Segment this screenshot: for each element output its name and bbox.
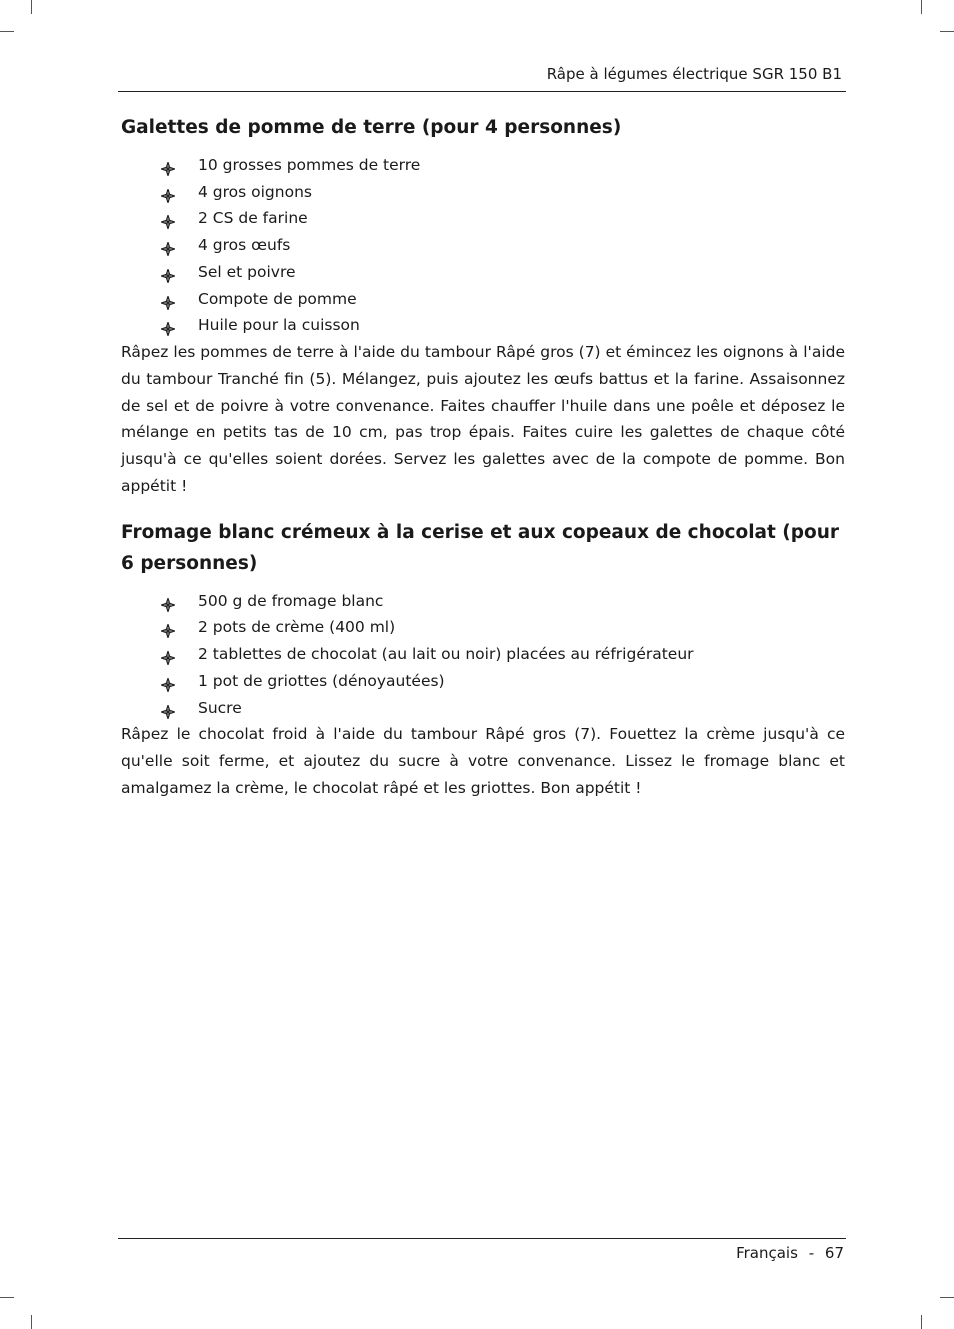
- diamond-bullet-icon: [161, 185, 175, 199]
- crop-mark: [0, 31, 14, 32]
- crop-mark: [921, 0, 922, 14]
- page-footer: [736, 1243, 844, 1263]
- ingredient-text: 4 gros œufs: [198, 236, 291, 255]
- footer-separator: -: [808, 1244, 815, 1262]
- recipe-instructions: Râpez le chocolat froid à l'aide du tambour Râpé gros (7). Fouettez la crème jusqu'à ce qu'elle soit ferme, et ajoutez du sucre à votre convenance. Lissez le fromage blanc et amalgamez la crème, le chocolat râpé et les griottes. Bon appétit !: [121, 725, 845, 797]
- page-number: 67: [824, 1244, 844, 1262]
- ingredient-text: 2 tablettes de chocolat (au lait ou noir) placées au réfrigérateur: [198, 645, 694, 664]
- diamond-bullet-icon: [161, 158, 175, 172]
- diamond-bullet-icon: [161, 211, 175, 225]
- list-item: [121, 179, 845, 206]
- ingredient-text: 500 g de fromage blanc: [198, 591, 384, 610]
- ingredient-list: [121, 152, 845, 339]
- list-item: [121, 205, 845, 232]
- crop-mark: [921, 1315, 922, 1329]
- page-content: [121, 112, 845, 802]
- ingredient-list: [121, 588, 845, 722]
- running-header: Râpe à légumes électrique SGR 150 B1: [546, 65, 842, 83]
- diamond-bullet-icon: [161, 594, 175, 608]
- list-item: [121, 588, 845, 615]
- list-item: [121, 614, 845, 641]
- diamond-bullet-icon: [161, 318, 175, 332]
- ingredient-text: Compote de pomme: [198, 289, 357, 308]
- ingredient-text: 2 CS de farine: [198, 209, 308, 228]
- list-item: [121, 232, 845, 259]
- list-item: [121, 695, 845, 722]
- crop-mark: [940, 31, 954, 32]
- list-item: [121, 641, 845, 668]
- diamond-bullet-icon: [161, 674, 175, 688]
- recipe-instructions: Râpez les pommes de terre à l'aide du tambour Râpé gros (7) et émincez les oignons à l'aide du tambour Tranché fin (5). Mélangez, puis ajoutez les œufs battus et la farine. Assaisonnez de sel et de poivre à votre convenance. Faites chauffer l'huile dans une poêle et déposez le mélange en petits tas de 10 cm, pas trop épais. Faites cuire les galettes de chaque côté jusqu'à ce qu'elles soient dorées. Servez les galettes avec de la compote de pomme. Bon appétit !: [121, 342, 845, 495]
- diamond-bullet-icon: [161, 292, 175, 306]
- ingredient-text: 2 pots de crème (400 ml): [198, 618, 396, 637]
- recipe-title: Fromage blanc crémeux à la cerise et aux copeaux de chocolat (pour 6 personnes): [121, 521, 840, 574]
- crop-mark: [31, 0, 32, 14]
- ingredient-text: Sucre: [198, 698, 242, 717]
- footer-language: Français: [736, 1244, 798, 1262]
- list-item: [121, 312, 845, 339]
- footer-rule: [118, 1238, 846, 1239]
- ingredient-text: 4 gros oignons: [198, 182, 312, 201]
- crop-mark: [0, 1297, 14, 1298]
- ingredient-text: Sel et poivre: [198, 262, 296, 281]
- diamond-bullet-icon: [161, 647, 175, 661]
- diamond-bullet-icon: [161, 238, 175, 252]
- diamond-bullet-icon: [161, 620, 175, 634]
- ingredient-text: Huile pour la cuisson: [198, 316, 360, 335]
- list-item: [121, 259, 845, 286]
- ingredient-text: 10 grosses pommes de terre: [198, 156, 421, 174]
- crop-mark: [31, 1315, 32, 1329]
- list-item: [121, 668, 845, 695]
- crop-mark: [940, 1297, 954, 1298]
- diamond-bullet-icon: [161, 265, 175, 279]
- diamond-bullet-icon: [161, 701, 175, 715]
- list-item: [121, 286, 845, 313]
- list-item: [121, 152, 845, 179]
- recipe-title: Galettes de pomme de terre (pour 4 personnes): [121, 117, 622, 138]
- header-rule: [118, 91, 846, 92]
- ingredient-text: 1 pot de griottes (dénoyautées): [198, 671, 445, 690]
